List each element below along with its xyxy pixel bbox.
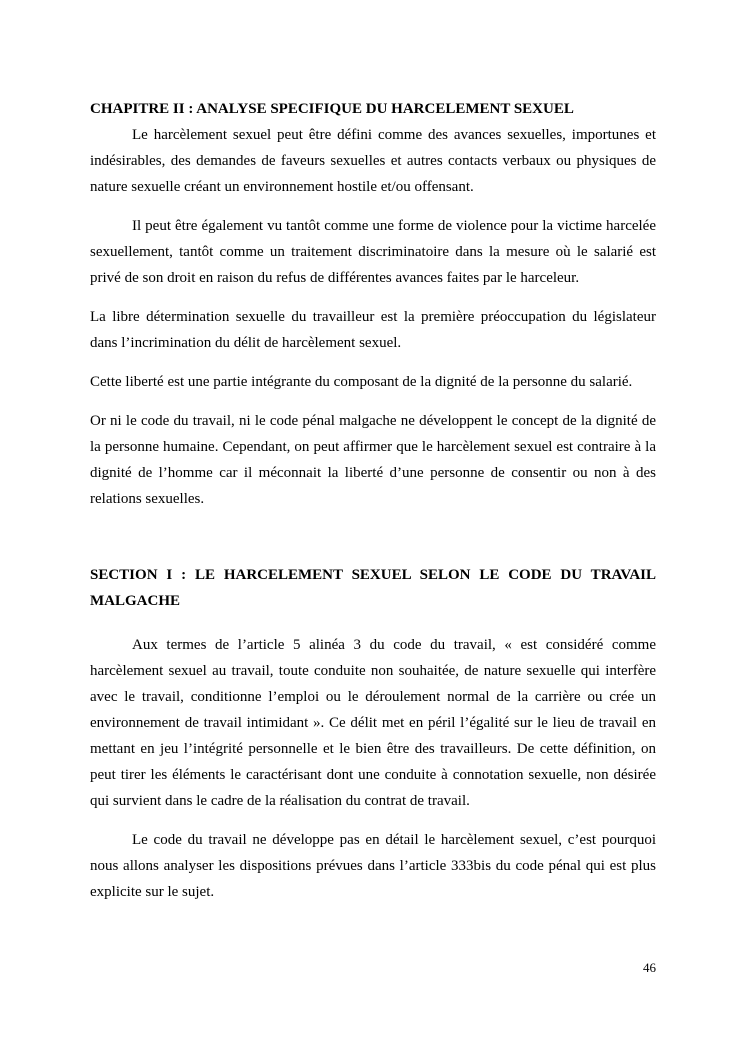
section-heading-line-1: SECTION I : LE HARCELEMENT SEXUEL SELON LE CODE DU TRAVAIL [90, 567, 656, 583]
paragraph-section-2: Le code du travail ne développe pas en détail le harcèlement sexuel, c’est pourquoi nous allons analyser les dispositions prévues dans l’article 333bis du code pénal qui est plus explicite sur le sujet. [90, 832, 656, 900]
section-heading-line-2: MALGACHE [90, 593, 180, 609]
paragraph-intro-4: Cette liberté est une partie intégrante du composant de la dignité de la personne du salarié. [90, 374, 633, 390]
page-number: 46 [643, 960, 656, 975]
section-heading [90, 562, 656, 614]
paragraph-intro-2: Il peut être également vu tantôt comme une forme de violence pour la victime harcelée sexuellement, tantôt comme un traitement discriminatoire dans la mesure où le salarié est privé de son droit en raison du refus de différentes avances faites par le harceleur. [90, 218, 656, 286]
chapter-heading: CHAPITRE II : ANALYSE SPECIFIQUE DU HARCELEMENT SEXUEL [90, 101, 574, 117]
paragraph-section-1: Aux termes de l’article 5 alinéa 3 du code du travail, « est considéré comme harcèlement sexuel au travail, toute conduite non souhaitée, de nature sexuelle qui interfère avec le travail, conditionne l’emploi ou le déroulement normal de la carrière ou crée un environnement de travail intimidant ». Ce délit met en péril l’égalité sur le lieu de travail en mettant en jeu l’intégrité personnelle et le bien être des travailleurs. De cette définition, on peut tirer les éléments le caractérisant dont une conduite à connotation sexuelle, non désirée qui survient dans le cadre de la réalisation du contrat de travail. [90, 637, 656, 809]
paragraph-intro-5: Or ni le code du travail, ni le code pénal malgache ne développent le concept de la dignité de la personne humaine. Cependant, on peut affirmer que le harcèlement sexuel est contraire à la dignité de l’homme car il méconnait la liberté d’une personne de consentir ou non à des relations sexuelles. [90, 413, 656, 507]
paragraph-intro-1: Le harcèlement sexuel peut être défini comme des avances sexuelles, importunes et indésirables, des demandes de faveurs sexuelles et autres contacts verbaux ou physiques de nature sexuelle créant un environnement hostile et/ou offensant. [90, 127, 656, 195]
paragraph-intro-3: La libre détermination sexuelle du travailleur est la première préoccupation du législateur dans l’incrimination du délit de harcèlement sexuel. [90, 309, 656, 351]
